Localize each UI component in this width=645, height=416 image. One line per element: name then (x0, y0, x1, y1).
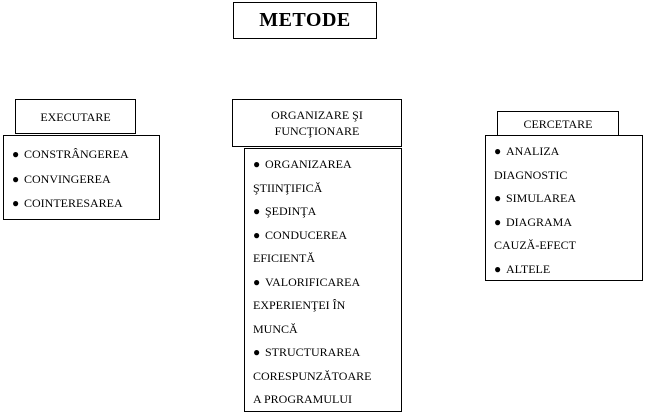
list-item: ● ORGANIZAREA ŞTIINŢIFICĂ (253, 153, 401, 200)
organizare-list-box (244, 148, 402, 412)
bullet-icon: ● (253, 345, 261, 359)
list-item: ● CONDUCEREA EFICIENTĂ (253, 224, 401, 271)
organizare-list (245, 153, 401, 412)
bullet-icon: ● (253, 227, 261, 242)
bullet-icon: ● (253, 274, 261, 289)
list-item: ● DIAGRAMA CAUZĂ-EFECT (494, 211, 642, 258)
bullet-icon: ● (494, 191, 502, 205)
list-item: ● SIMULAREA (494, 187, 642, 211)
list-item: ● CONSTRÂNGEREA (12, 142, 159, 167)
list-item: ● ŞEDINŢA (253, 200, 401, 224)
bullet-icon: ● (494, 144, 502, 158)
list-item: ● COINTERESAREA (12, 191, 159, 216)
bullet-icon: ● (12, 147, 20, 161)
executare-header-box (15, 99, 136, 134)
cercetare-header: CERCETARE (523, 116, 593, 131)
list-item: ● CONVINGEREA (12, 167, 159, 192)
cercetare-list (486, 140, 642, 281)
executare-list-box (3, 135, 160, 220)
list-item: ● ALTELE (494, 258, 642, 282)
bullet-icon: ● (253, 157, 261, 171)
bullet-icon: ● (494, 214, 502, 229)
bullet-icon: ● (253, 204, 261, 218)
cercetare-list-box (485, 135, 643, 281)
executare-header: EXECUTARE (40, 109, 111, 124)
organizare-header: ORGANIZARE ŞI FUNCŢIONARE (271, 108, 363, 138)
cercetare-header-box (497, 111, 619, 136)
executare-list (4, 142, 159, 216)
bullet-icon: ● (12, 196, 20, 210)
diagram-title-box (233, 2, 377, 39)
diagram-title: METODE (259, 9, 351, 31)
bullet-icon: ● (494, 261, 502, 276)
list-item: ● STRUCTURAREA CORESPUNZĂTOARE A PROGRAMULUI (253, 341, 401, 412)
list-item: ● VALORIFICAREA EXPERIENŢEI ÎN MUNCĂ (253, 271, 401, 342)
organizare-header-box (232, 99, 402, 147)
list-item: ● ANALIZA DIAGNOSTIC (494, 140, 642, 187)
bullet-icon: ● (12, 171, 20, 186)
